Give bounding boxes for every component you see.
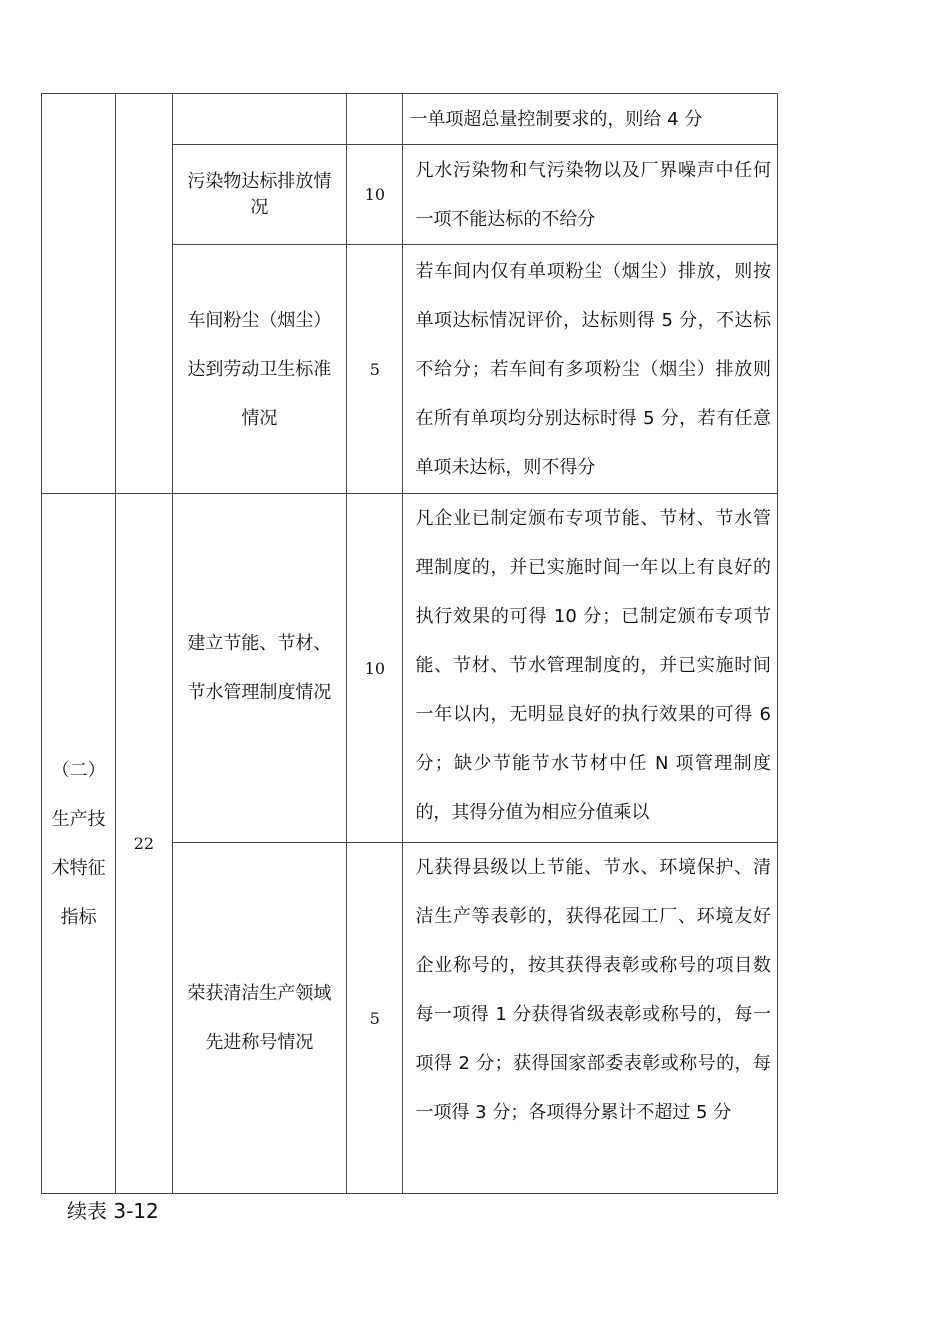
item-cell [172, 145, 347, 245]
item-text: 荣获清洁生产领域先进称号情况 [187, 983, 332, 1053]
points-cell [116, 94, 172, 494]
item-text: 建立节能、节材、节水管理制度情况 [187, 633, 332, 703]
score-cell: 10 [347, 494, 403, 843]
item-cell [172, 245, 347, 494]
item-cell [172, 843, 347, 1194]
item-cell [172, 94, 347, 145]
score-cell: 5 [347, 843, 403, 1194]
category-cell [42, 494, 116, 1194]
score-cell: 5 [347, 245, 403, 494]
desc-text: 一单项超总量控制要求的，则给 4 分 [409, 108, 703, 130]
desc-text: 若车间内仅有单项粉尘（烟尘）排放，则按单项达标情况评价，达标则得 5 分，不达标不给分；若车间有多项粉尘（烟尘）排放则在所有单项均分别达标时得 5 分，若有任意单项未达标，则不得分 [415, 260, 771, 478]
desc-cell [403, 843, 778, 1194]
score-cell: 10 [347, 145, 403, 245]
item-cell [172, 494, 347, 843]
desc-text: 凡获得县级以上节能、节水、环境保护、清洁生产等表彰的，获得花园工厂、环境友好企业称号的，按其获得表彰或称号的项目数每一项得 1 分获得省级表彰或称号的，每一项得 2 分；获得国家部委表彰或称号的，每一项得 3 分；各项得分累计不超过 5 分 [415, 857, 771, 1123]
desc-cell [403, 494, 778, 843]
desc-cell [403, 245, 778, 494]
item-text: 污染物达标排放情况 [187, 170, 332, 218]
desc-text: 凡企业已制定颁布专项节能、节材、节水管理制度的，并已实施时间一年以上有良好的执行效果的可得 10 分；已制定颁布专项节能、节材、节水管理制度的，并已实施时间一年以内，无明显良好的执行效果的可得 6 分；缺少节能节水节材中任 N 项管理制度的，其得分值为相应分值乘以 [415, 508, 771, 823]
category-text: （二）生产技术特征指标 [51, 759, 106, 928]
table-caption: 续表 3-12 [67, 1199, 159, 1223]
table-row [42, 94, 778, 145]
desc-cell [403, 145, 778, 245]
points-cell: 22 [116, 494, 172, 1194]
item-text: 车间粉尘（烟尘）达到劳动卫生标准情况 [187, 309, 332, 429]
evaluation-table [41, 93, 778, 1194]
category-cell [42, 94, 116, 494]
table-row [42, 494, 778, 843]
desc-text: 凡水污染物和气污染物以及厂界噪声中任何一项不能达标的不给分 [415, 159, 771, 230]
score-cell [347, 94, 403, 145]
desc-cell [403, 94, 778, 145]
